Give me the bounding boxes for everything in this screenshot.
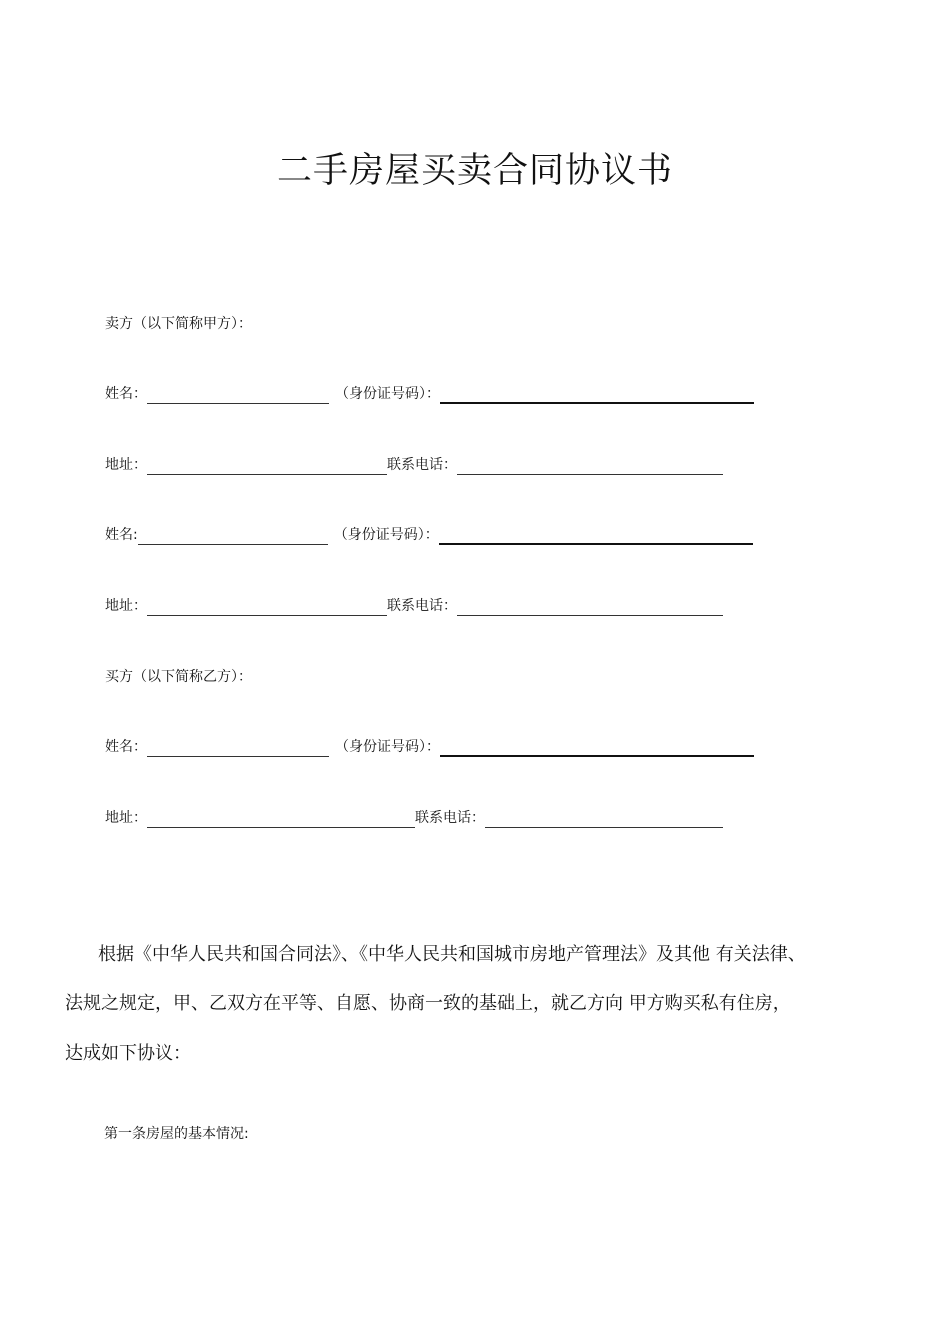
seller-1-name-row bbox=[105, 384, 754, 404]
intro-line-2: 法规之规定，甲、乙双方在平等、自愿、协商一致的基础上，就乙方向 甲方购买私有住房， bbox=[65, 993, 791, 1014]
seller-1-name-field[interactable] bbox=[147, 387, 329, 404]
buyer-name-row bbox=[105, 737, 754, 757]
id-number-label: （身份证号码）： bbox=[335, 739, 440, 755]
intro-line-3: 达成如下协议： bbox=[65, 1043, 191, 1064]
buyer-address-field[interactable] bbox=[147, 811, 415, 828]
buyer-name-field[interactable] bbox=[147, 740, 329, 757]
document-title: 二手房屋买卖合同协议书 bbox=[276, 151, 673, 191]
buyer-id-field[interactable] bbox=[440, 739, 754, 757]
seller-2-name-field[interactable] bbox=[138, 528, 328, 545]
seller-1-phone-field[interactable] bbox=[457, 458, 723, 475]
intro-line-1: 根据《中华人民共和国合同法》、《中华人民共和国城市房地产管理法》及其他 有关法律、 bbox=[98, 944, 806, 965]
seller-2-phone-field[interactable] bbox=[457, 599, 723, 616]
seller-2-id-field[interactable] bbox=[439, 527, 753, 545]
address-label: 地址： bbox=[105, 810, 147, 826]
section-1-heading: 第一条房屋的基本情况: bbox=[104, 1126, 249, 1142]
phone-label: 联系电话： bbox=[387, 598, 457, 614]
phone-label: 联系电话： bbox=[415, 810, 485, 826]
seller-2-address-row bbox=[105, 596, 723, 616]
buyer-phone-field[interactable] bbox=[485, 811, 723, 828]
address-label: 地址： bbox=[105, 598, 147, 614]
id-number-label: （身份证号码）： bbox=[335, 386, 440, 402]
address-label: 地址： bbox=[105, 457, 147, 473]
name-label: 姓名： bbox=[105, 386, 147, 402]
buyer-heading: 买方（以下简称乙方）： bbox=[105, 669, 252, 685]
seller-2-address-field[interactable] bbox=[147, 599, 387, 616]
seller-1-id-field[interactable] bbox=[440, 386, 754, 404]
name-label: 姓名： bbox=[105, 739, 147, 755]
seller-2-name-row bbox=[105, 525, 753, 545]
id-number-label: （身份证号码）： bbox=[333, 527, 439, 543]
name-label: 姓名: bbox=[105, 527, 138, 543]
seller-1-address-row bbox=[105, 455, 723, 475]
seller-heading: 卖方（以下简称甲方）： bbox=[105, 316, 252, 332]
seller-1-address-field[interactable] bbox=[147, 458, 387, 475]
phone-label: 联系电话： bbox=[387, 457, 457, 473]
buyer-address-row bbox=[105, 808, 723, 828]
